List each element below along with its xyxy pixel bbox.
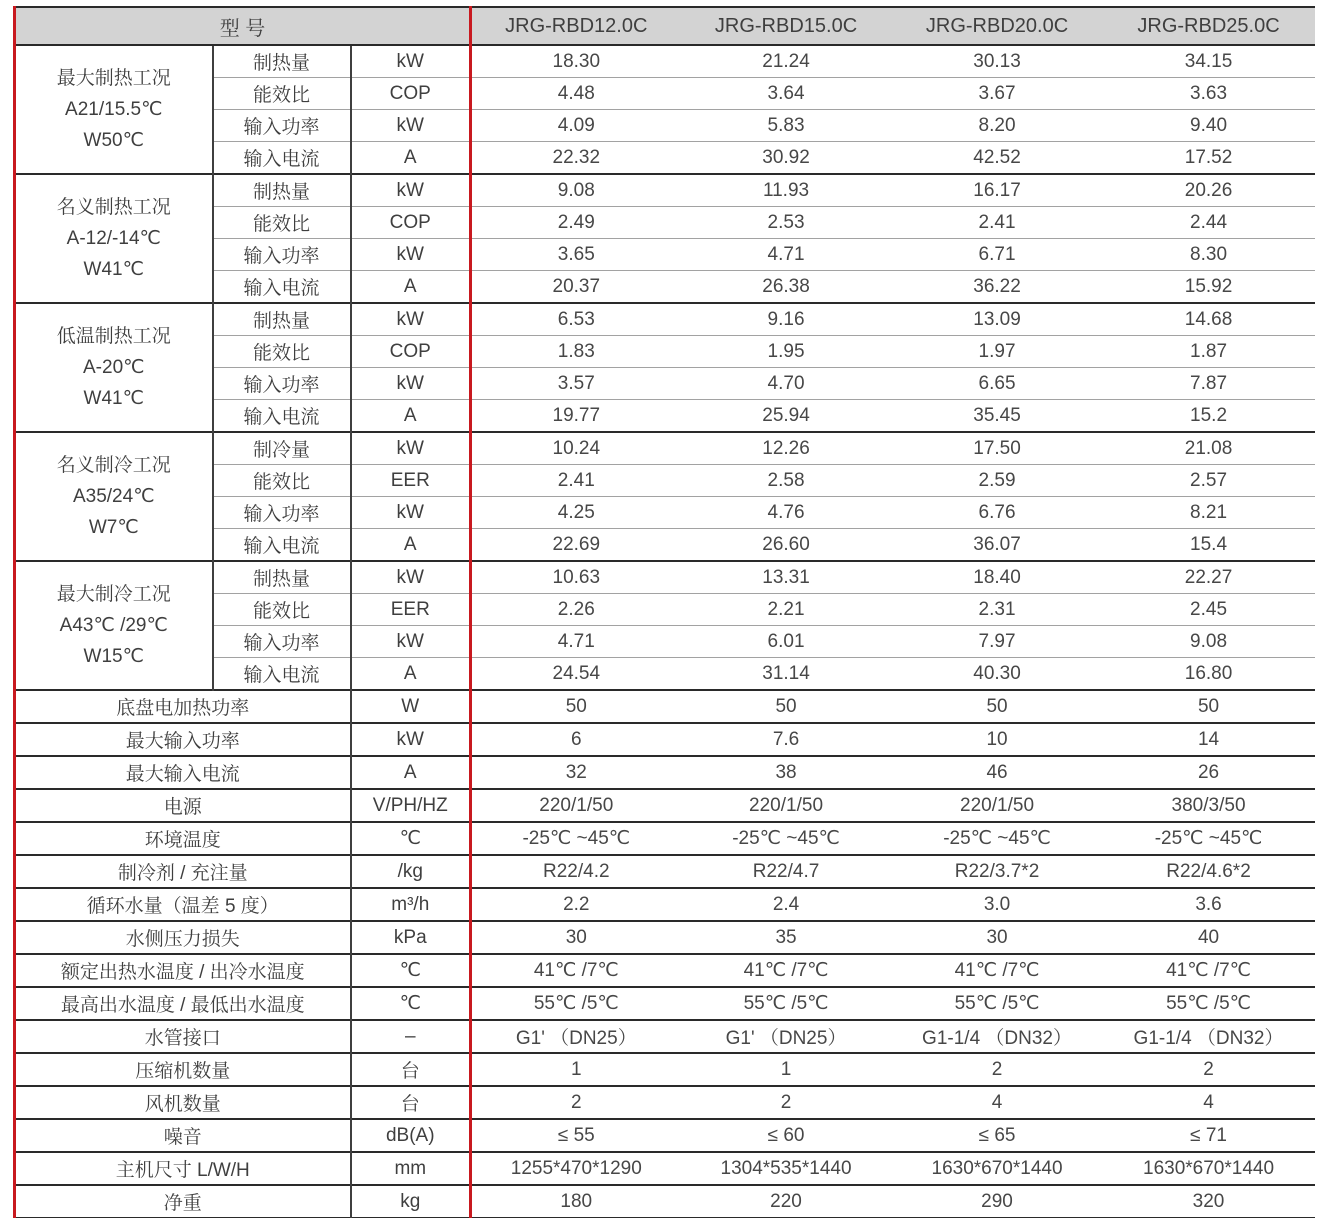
value-cell: 40	[1103, 921, 1315, 954]
value-cell: 46	[892, 756, 1103, 789]
value-cell: 10.24	[471, 432, 681, 465]
model-header: JRG-RBD15.0C	[681, 7, 892, 45]
unit-cell: A	[351, 658, 471, 691]
unit-cell: 台	[351, 1086, 471, 1119]
spec-row	[15, 303, 1315, 336]
value-cell: G1-1/4 （DN32）	[1103, 1020, 1315, 1053]
value-cell: R22/4.6*2	[1103, 855, 1315, 888]
value-cell: 1630*670*1440	[1103, 1152, 1315, 1185]
value-cell: 22.69	[471, 529, 681, 562]
param-cell: 能效比	[213, 594, 351, 626]
param-cell: 输入电流	[213, 400, 351, 433]
unit-cell: COP	[351, 207, 471, 239]
spec-row	[15, 954, 1315, 987]
value-cell: 220/1/50	[892, 789, 1103, 822]
unit-cell: kW	[351, 497, 471, 529]
value-cell: 30	[471, 921, 681, 954]
unit-cell: ℃	[351, 822, 471, 855]
spec-row	[15, 561, 1315, 594]
unit-cell: –	[351, 1020, 471, 1053]
condition-line: 最大制热工况	[56, 68, 171, 89]
condition-line: A21/15.5℃	[65, 99, 163, 120]
spec-label-cell: 净重	[15, 1185, 351, 1218]
spec-row	[15, 756, 1315, 789]
unit-cell: kW	[351, 174, 471, 207]
unit-cell: COP	[351, 336, 471, 368]
value-cell: ≤ 60	[681, 1119, 892, 1152]
value-cell: 32	[471, 756, 681, 789]
param-cell: 制热量	[213, 561, 351, 594]
value-cell: 4.71	[471, 626, 681, 658]
value-cell: 34.15	[1103, 45, 1315, 78]
model-header: JRG-RBD12.0C	[471, 7, 681, 45]
param-cell: 输入功率	[213, 368, 351, 400]
spec-label-cell: 压缩机数量	[15, 1053, 351, 1086]
value-cell: 6.53	[471, 303, 681, 336]
value-cell: 42.52	[892, 142, 1103, 175]
value-cell: 320	[1103, 1185, 1315, 1218]
spec-table-body	[15, 45, 1315, 1218]
value-cell: 180	[471, 1185, 681, 1218]
value-cell: 35	[681, 921, 892, 954]
spec-label-cell: 额定出热水温度 / 出冷水温度	[15, 954, 351, 987]
value-cell: 18.30	[471, 45, 681, 78]
value-cell: 41℃ /7℃	[892, 954, 1103, 987]
unit-cell: m³/h	[351, 888, 471, 921]
value-cell: 13.31	[681, 561, 892, 594]
value-cell: 26.60	[681, 529, 892, 562]
condition-cell	[15, 303, 213, 432]
param-cell: 制热量	[213, 303, 351, 336]
unit-cell: A	[351, 400, 471, 433]
spec-row	[15, 1053, 1315, 1086]
value-cell: 31.14	[681, 658, 892, 691]
condition-line: W41℃	[83, 388, 144, 409]
value-cell: 50	[681, 690, 892, 723]
condition-line: W7℃	[88, 517, 139, 538]
unit-cell: A	[351, 271, 471, 304]
value-cell: 10	[892, 723, 1103, 756]
condition-line: A-12/-14℃	[66, 228, 161, 249]
param-cell: 输入电流	[213, 271, 351, 304]
value-cell: 12.26	[681, 432, 892, 465]
value-cell: 1255*470*1290	[471, 1152, 681, 1185]
param-cell: 能效比	[213, 465, 351, 497]
unit-cell: /kg	[351, 855, 471, 888]
value-cell: G1-1/4 （DN32）	[892, 1020, 1103, 1053]
spec-row	[15, 432, 1315, 465]
value-cell: 4	[892, 1086, 1103, 1119]
value-cell: 3.65	[471, 239, 681, 271]
condition-cell	[15, 45, 213, 174]
value-cell: 1.95	[681, 336, 892, 368]
unit-cell: kW	[351, 45, 471, 78]
value-cell: 6.71	[892, 239, 1103, 271]
condition-line: 名义制热工况	[56, 197, 171, 218]
value-cell: 15.92	[1103, 271, 1315, 304]
condition-cell	[15, 432, 213, 561]
unit-cell: ℃	[351, 954, 471, 987]
value-cell: 3.0	[892, 888, 1103, 921]
value-cell: 38	[681, 756, 892, 789]
value-cell: 2.58	[681, 465, 892, 497]
value-cell: 3.6	[1103, 888, 1315, 921]
spec-row	[15, 1185, 1315, 1218]
value-cell: 6.76	[892, 497, 1103, 529]
spec-label-cell: 循环水量（温差 5 度）	[15, 888, 351, 921]
value-cell: 2.2	[471, 888, 681, 921]
value-cell: 1.87	[1103, 336, 1315, 368]
condition-line: W15℃	[83, 646, 144, 667]
value-cell: 20.26	[1103, 174, 1315, 207]
spec-row	[15, 1119, 1315, 1152]
value-cell: 2	[892, 1053, 1103, 1086]
spec-row	[15, 1020, 1315, 1053]
value-cell: 7.87	[1103, 368, 1315, 400]
value-cell: 4	[1103, 1086, 1315, 1119]
unit-cell: 台	[351, 1053, 471, 1086]
spec-label-cell: 最高出水温度 / 最低出水温度	[15, 987, 351, 1020]
value-cell: 1	[681, 1053, 892, 1086]
value-cell: 21.08	[1103, 432, 1315, 465]
value-cell: 220	[681, 1185, 892, 1218]
value-cell: 380/3/50	[1103, 789, 1315, 822]
unit-cell: A	[351, 529, 471, 562]
param-cell: 输入电流	[213, 142, 351, 175]
value-cell: 16.80	[1103, 658, 1315, 691]
value-cell: 2.41	[892, 207, 1103, 239]
value-cell: 25.94	[681, 400, 892, 433]
spec-label-cell: 水管接口	[15, 1020, 351, 1053]
model-header: JRG-RBD20.0C	[892, 7, 1103, 45]
value-cell: 3.63	[1103, 78, 1315, 110]
spec-row	[15, 174, 1315, 207]
value-cell: 18.40	[892, 561, 1103, 594]
value-cell: -25℃ ~45℃	[1103, 822, 1315, 855]
value-cell: 4.76	[681, 497, 892, 529]
value-cell: 3.64	[681, 78, 892, 110]
condition-line: 最大制冷工况	[56, 584, 171, 605]
unit-cell: kg	[351, 1185, 471, 1218]
value-cell: 2.21	[681, 594, 892, 626]
value-cell: 1630*670*1440	[892, 1152, 1103, 1185]
value-cell: 13.09	[892, 303, 1103, 336]
value-cell: 2.41	[471, 465, 681, 497]
spec-label-cell: 底盘电加热功率	[15, 690, 351, 723]
param-cell: 输入功率	[213, 110, 351, 142]
param-cell: 制热量	[213, 45, 351, 78]
value-cell: 17.50	[892, 432, 1103, 465]
condition-cell	[15, 561, 213, 690]
unit-cell: kW	[351, 561, 471, 594]
value-cell: 2.31	[892, 594, 1103, 626]
value-cell: 220/1/50	[681, 789, 892, 822]
value-cell: 220/1/50	[471, 789, 681, 822]
unit-cell: EER	[351, 465, 471, 497]
value-cell: 2.57	[1103, 465, 1315, 497]
value-cell: 40.30	[892, 658, 1103, 691]
param-cell: 输入功率	[213, 497, 351, 529]
value-cell: 4.48	[471, 78, 681, 110]
spec-row	[15, 822, 1315, 855]
value-cell: 4.70	[681, 368, 892, 400]
value-cell: 19.77	[471, 400, 681, 433]
value-cell: 55℃ /5℃	[892, 987, 1103, 1020]
param-cell: 能效比	[213, 78, 351, 110]
spec-row	[15, 855, 1315, 888]
value-cell: 2.4	[681, 888, 892, 921]
value-cell: 41℃ /7℃	[681, 954, 892, 987]
value-cell: 2	[471, 1086, 681, 1119]
value-cell: 2.44	[1103, 207, 1315, 239]
param-cell: 制冷量	[213, 432, 351, 465]
value-cell: 2.49	[471, 207, 681, 239]
value-cell: 14.68	[1103, 303, 1315, 336]
value-cell: 30.92	[681, 142, 892, 175]
value-cell: 3.67	[892, 78, 1103, 110]
spec-row	[15, 789, 1315, 822]
param-cell: 能效比	[213, 336, 351, 368]
condition-line: A43℃ /29℃	[59, 615, 168, 636]
value-cell: 4.09	[471, 110, 681, 142]
condition-line: A-20℃	[83, 357, 145, 378]
value-cell: 55℃ /5℃	[1103, 987, 1315, 1020]
unit-cell: kW	[351, 303, 471, 336]
value-cell: 17.52	[1103, 142, 1315, 175]
spec-label-cell: 环境温度	[15, 822, 351, 855]
value-cell: 4.71	[681, 239, 892, 271]
spec-label-cell: 电源	[15, 789, 351, 822]
unit-cell: COP	[351, 78, 471, 110]
model-label-header: 型 号	[15, 7, 471, 45]
value-cell: 41℃ /7℃	[471, 954, 681, 987]
spec-row	[15, 723, 1315, 756]
value-cell: 15.2	[1103, 400, 1315, 433]
unit-cell: kPa	[351, 921, 471, 954]
spec-row	[15, 1086, 1315, 1119]
spec-row	[15, 888, 1315, 921]
value-cell: 2.59	[892, 465, 1103, 497]
value-cell: 20.37	[471, 271, 681, 304]
spec-label-cell: 最大输入电流	[15, 756, 351, 789]
value-cell: 3.57	[471, 368, 681, 400]
value-cell: 14	[1103, 723, 1315, 756]
value-cell: 21.24	[681, 45, 892, 78]
value-cell: 30.13	[892, 45, 1103, 78]
unit-cell: A	[351, 142, 471, 175]
value-cell: 6.65	[892, 368, 1103, 400]
param-cell: 输入电流	[213, 658, 351, 691]
value-cell: 10.63	[471, 561, 681, 594]
value-cell: G1' （DN25）	[471, 1020, 681, 1053]
value-cell: 22.27	[1103, 561, 1315, 594]
value-cell: ≤ 65	[892, 1119, 1103, 1152]
value-cell: 2.26	[471, 594, 681, 626]
unit-cell: kW	[351, 723, 471, 756]
spec-label-cell: 风机数量	[15, 1086, 351, 1119]
value-cell: 7.97	[892, 626, 1103, 658]
value-cell: 15.4	[1103, 529, 1315, 562]
unit-cell: mm	[351, 1152, 471, 1185]
value-cell: ≤ 55	[471, 1119, 681, 1152]
spec-label-cell: 最大输入功率	[15, 723, 351, 756]
value-cell: 290	[892, 1185, 1103, 1218]
value-cell: 8.21	[1103, 497, 1315, 529]
value-cell: 55℃ /5℃	[471, 987, 681, 1020]
spec-label-cell: 水侧压力损失	[15, 921, 351, 954]
value-cell: 5.83	[681, 110, 892, 142]
spec-row	[15, 690, 1315, 723]
value-cell: 26	[1103, 756, 1315, 789]
value-cell: R22/4.2	[471, 855, 681, 888]
value-cell: 26.38	[681, 271, 892, 304]
spec-label-cell: 制冷剂 / 充注量	[15, 855, 351, 888]
param-cell: 能效比	[213, 207, 351, 239]
unit-cell: ℃	[351, 987, 471, 1020]
value-cell: 2.45	[1103, 594, 1315, 626]
model-header: JRG-RBD25.0C	[1103, 7, 1315, 45]
value-cell: 6	[471, 723, 681, 756]
condition-line: A35/24℃	[72, 486, 155, 507]
value-cell: 50	[892, 690, 1103, 723]
param-cell: 输入功率	[213, 239, 351, 271]
models-header-row	[15, 7, 1315, 45]
spec-row	[15, 987, 1315, 1020]
spec-row	[15, 1152, 1315, 1185]
value-cell: 9.08	[1103, 626, 1315, 658]
param-cell: 制热量	[213, 174, 351, 207]
param-cell: 输入电流	[213, 529, 351, 562]
spec-label-cell: 噪音	[15, 1119, 351, 1152]
value-cell: 41℃ /7℃	[1103, 954, 1315, 987]
condition-line: 名义制冷工况	[56, 455, 171, 476]
spec-row	[15, 45, 1315, 78]
value-cell: 24.54	[471, 658, 681, 691]
value-cell: 36.22	[892, 271, 1103, 304]
value-cell: 35.45	[892, 400, 1103, 433]
value-cell: R22/4.7	[681, 855, 892, 888]
value-cell: 50	[471, 690, 681, 723]
value-cell: -25℃ ~45℃	[892, 822, 1103, 855]
condition-line: 低温制热工况	[56, 326, 171, 347]
value-cell: 6.01	[681, 626, 892, 658]
value-cell: 8.30	[1103, 239, 1315, 271]
value-cell: 36.07	[892, 529, 1103, 562]
value-cell: 8.20	[892, 110, 1103, 142]
param-cell: 输入功率	[213, 626, 351, 658]
value-cell: 7.6	[681, 723, 892, 756]
unit-cell: A	[351, 756, 471, 789]
unit-cell: kW	[351, 368, 471, 400]
value-cell: 55℃ /5℃	[681, 987, 892, 1020]
unit-cell: dB(A)	[351, 1119, 471, 1152]
value-cell: -25℃ ~45℃	[471, 822, 681, 855]
unit-cell: kW	[351, 239, 471, 271]
condition-cell	[15, 174, 213, 303]
value-cell: -25℃ ~45℃	[681, 822, 892, 855]
condition-line: W50℃	[83, 130, 144, 151]
value-cell: 9.08	[471, 174, 681, 207]
value-cell: 1304*535*1440	[681, 1152, 892, 1185]
unit-cell: kW	[351, 110, 471, 142]
value-cell: 2.53	[681, 207, 892, 239]
value-cell: 1.97	[892, 336, 1103, 368]
value-cell: 50	[1103, 690, 1315, 723]
value-cell: 22.32	[471, 142, 681, 175]
unit-cell: kW	[351, 432, 471, 465]
value-cell: R22/3.7*2	[892, 855, 1103, 888]
unit-cell: V/PH/HZ	[351, 789, 471, 822]
value-cell: 11.93	[681, 174, 892, 207]
value-cell: 9.40	[1103, 110, 1315, 142]
value-cell: 2	[1103, 1053, 1315, 1086]
value-cell: G1' （DN25）	[681, 1020, 892, 1053]
unit-cell: kW	[351, 626, 471, 658]
value-cell: 1.83	[471, 336, 681, 368]
condition-line: W41℃	[83, 259, 144, 280]
spec-table	[13, 6, 1315, 1218]
value-cell: 1	[471, 1053, 681, 1086]
spec-table-head	[15, 7, 1315, 45]
spec-label-cell: 主机尺寸 L/W/H	[15, 1152, 351, 1185]
unit-cell: W	[351, 690, 471, 723]
value-cell: 30	[892, 921, 1103, 954]
value-cell: 2	[681, 1086, 892, 1119]
value-cell: 16.17	[892, 174, 1103, 207]
value-cell: 4.25	[471, 497, 681, 529]
value-cell: 9.16	[681, 303, 892, 336]
spec-row	[15, 921, 1315, 954]
unit-cell: EER	[351, 594, 471, 626]
value-cell: ≤ 71	[1103, 1119, 1315, 1152]
